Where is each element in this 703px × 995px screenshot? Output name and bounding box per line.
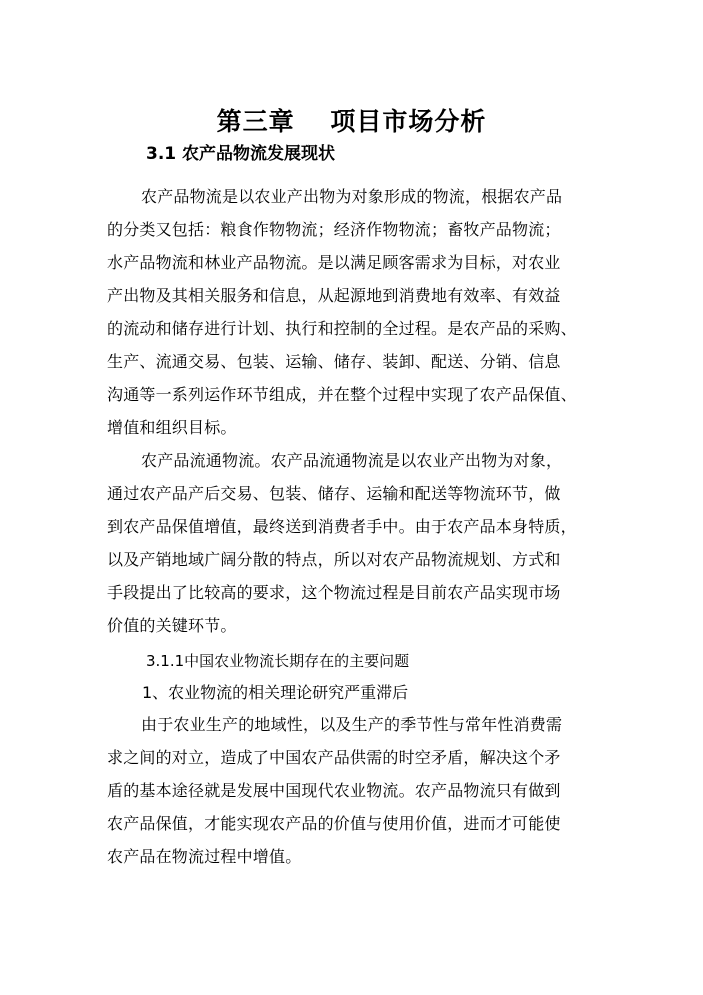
paragraph-spatiotemporal-contradiction — [107, 708, 607, 873]
paragraph-line: 增值和组织目标。 — [107, 418, 237, 437]
paragraph-line: 农产品流通物流。农产品流通物流是以农业产出物为对象， — [141, 451, 563, 470]
paragraph-line: 的分类又包括：粮食作物物流；经济作物物流；畜牧产品物流； — [107, 220, 561, 239]
paragraph-line: 求之间的对立，造成了中国农产品供需的时空矛盾，解决这个矛 — [107, 748, 561, 767]
paragraph-circulation-logistics — [107, 444, 607, 642]
subsection-heading: 3.1.1中国农业物流长期存在的主要问题 — [146, 652, 410, 670]
paragraph-line: 产出物及其相关服务和信息，从起源地到消费地有效率、有效益 — [107, 286, 561, 305]
item-heading: 1、农业物流的相关理论研究严重滞后 — [142, 683, 409, 702]
section-heading: 3.1 农产品物流发展现状 — [146, 144, 336, 164]
paragraph-line: 价值的关键环节。 — [107, 616, 237, 635]
paragraph-line: 到农产品保值增值，最终送到消费者手中。由于农产品本身特质， — [107, 517, 577, 536]
chapter-title: 第三章 项目市场分析 — [216, 107, 487, 136]
paragraph-line: 农产品物流是以农业产出物为对象形成的物流，根据农产品 — [141, 187, 563, 206]
paragraph-line: 农产品保值，才能实现农产品的价值与使用价值，进而才可能使 — [107, 814, 561, 833]
paragraph-line: 沟通等一系列运作环节组成，并在整个过程中实现了农产品保值、 — [107, 385, 577, 404]
paragraph-line: 的流动和储存进行计划、执行和控制的全过程。是农产品的采购、 — [107, 319, 577, 338]
paragraph-line: 以及产销地域广阔分散的特点，所以对农产品物流规划、方式和 — [107, 550, 561, 569]
paragraph-line: 水产品物流和林业产品物流。是以满足顾客需求为目标，对农业 — [107, 253, 561, 272]
paragraph-line: 盾的基本途径就是发展中国现代农业物流。农产品物流只有做到 — [107, 781, 561, 800]
paragraph-line: 由于农业生产的地域性，以及生产的季节性与常年性消费需 — [141, 715, 563, 734]
paragraph-agri-logistics-definition — [107, 180, 607, 444]
paragraph-line: 农产品在物流过程中增值。 — [107, 847, 302, 866]
paragraph-line: 手段提出了比较高的要求，这个物流过程是目前农产品实现市场 — [107, 583, 561, 602]
paragraph-line: 生产、流通交易、包装、运输、储存、装卸、配送、分销、信息 — [107, 352, 561, 371]
paragraph-line: 通过农产品产后交易、包装、储存、运输和配送等物流环节，做 — [107, 484, 561, 503]
